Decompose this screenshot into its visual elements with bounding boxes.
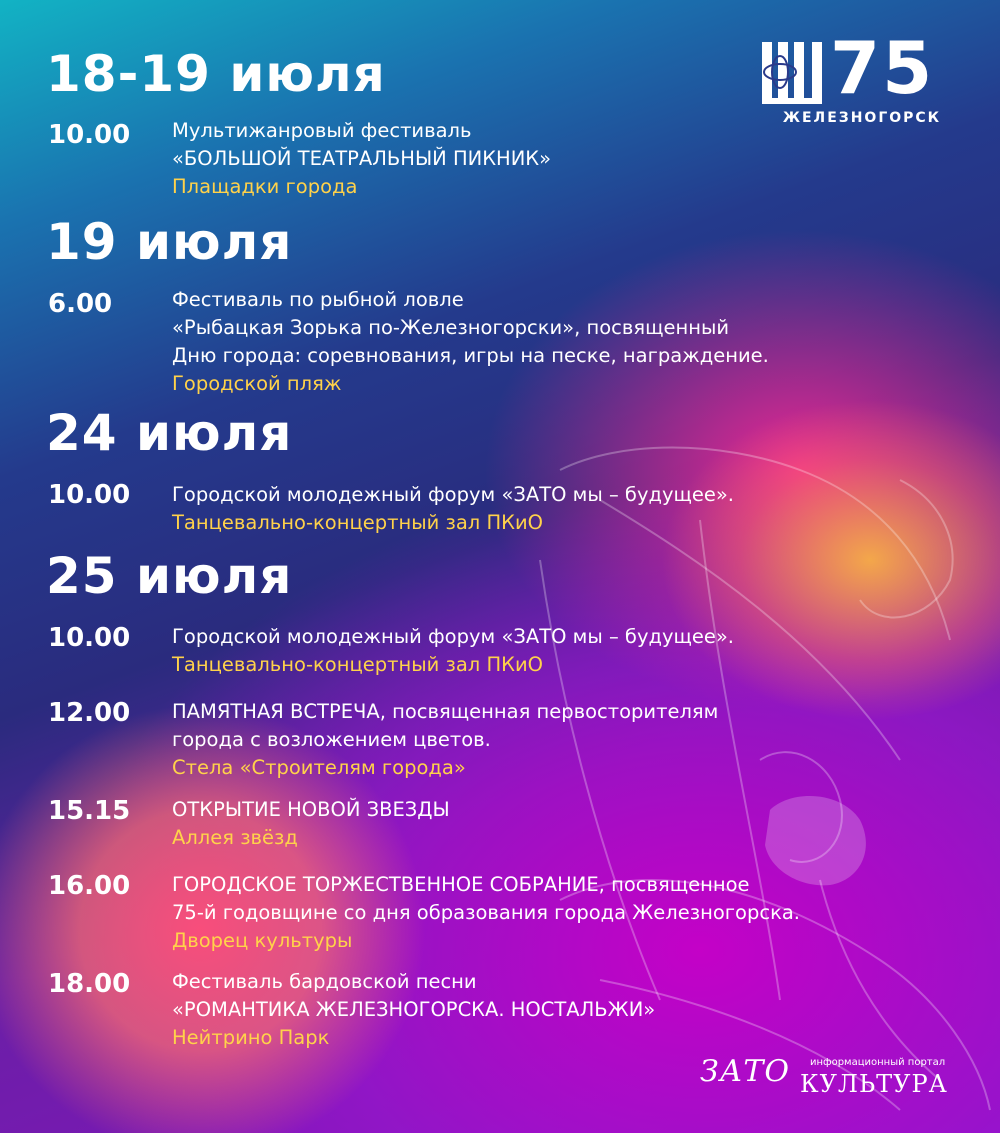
event-time: 10.00	[48, 120, 131, 150]
day-heading: 25 июля	[46, 547, 293, 605]
event-time: 6.00	[48, 289, 113, 319]
event-details	[172, 117, 551, 201]
event-location: Танцевально-концертный зал ПКиО	[172, 653, 543, 676]
portal-script-logo: ЗАТО	[700, 1054, 791, 1089]
day-heading: 19 июля	[46, 213, 293, 271]
event-details	[172, 871, 800, 955]
event-details	[172, 286, 769, 398]
day-heading: 18-19 июля	[46, 45, 386, 103]
event-time: 12.00	[48, 698, 131, 728]
event-line: «Рыбацкая Зорька по-Железногорски», посвященный	[172, 316, 730, 339]
logo-number: 75	[830, 26, 935, 110]
event-details	[172, 481, 734, 537]
event-details	[172, 698, 718, 782]
event-time: 15.15	[48, 796, 131, 826]
event-line: 75-й годовщине со дня образования города Железногорска.	[172, 901, 800, 924]
day-heading: 24 июля	[46, 404, 293, 462]
event-line: «БОЛЬШОЙ ТЕАТРАЛЬНЫЙ ПИКНИК»	[172, 147, 552, 170]
event-line: города с возложением цветов.	[172, 728, 491, 751]
event-details	[172, 968, 655, 1052]
event-time: 10.00	[48, 623, 131, 653]
event-location: Городской пляж	[172, 372, 342, 395]
event-line: ГОРОДСКОЕ ТОРЖЕСТВЕННОЕ СОБРАНИЕ, посвященное	[172, 873, 750, 896]
event-line: Фестиваль бардовской песни	[172, 970, 477, 993]
event-location: Стела «Строителям города»	[172, 756, 466, 779]
event-line: «РОМАНТИКА ЖЕЛЕЗНОГОРСКА. НОСТАЛЬЖИ»	[172, 998, 656, 1021]
event-line: Фестиваль по рыбной ловле	[172, 288, 464, 311]
event-line: ПАМЯТНАЯ ВСТРЕЧА, посвященная первосторителям	[172, 700, 719, 723]
event-line: ОТКРЫТИЕ НОВОЙ ЗВЕЗДЫ	[172, 798, 450, 821]
event-location: Танцевально-концертный зал ПКиО	[172, 511, 543, 534]
event-details	[172, 796, 450, 852]
portal-subtitle: информационный портал	[810, 1057, 946, 1068]
event-location: Дворец культуры	[172, 929, 353, 952]
event-time: 18.00	[48, 969, 131, 999]
event-line: Дню города: соревнования, игры на песке, награждение.	[172, 344, 769, 367]
logo-caption: ЖЕЛЕЗНОГОРСК	[782, 110, 942, 126]
event-line: Городской молодежный форум «ЗАТО мы – будущее».	[172, 483, 735, 506]
event-line: Мультижанровый фестиваль	[172, 119, 472, 142]
portal-name: КУЛЬТУРА	[800, 1070, 948, 1098]
event-location: Плащадки города	[172, 175, 358, 198]
event-time: 10.00	[48, 480, 131, 510]
event-location: Нейтрино Парк	[172, 1026, 330, 1049]
event-time: 16.00	[48, 871, 131, 901]
event-details	[172, 623, 734, 679]
event-line: Городской молодежный форум «ЗАТО мы – будущее».	[172, 625, 735, 648]
event-location: Аллея звёзд	[172, 826, 298, 849]
